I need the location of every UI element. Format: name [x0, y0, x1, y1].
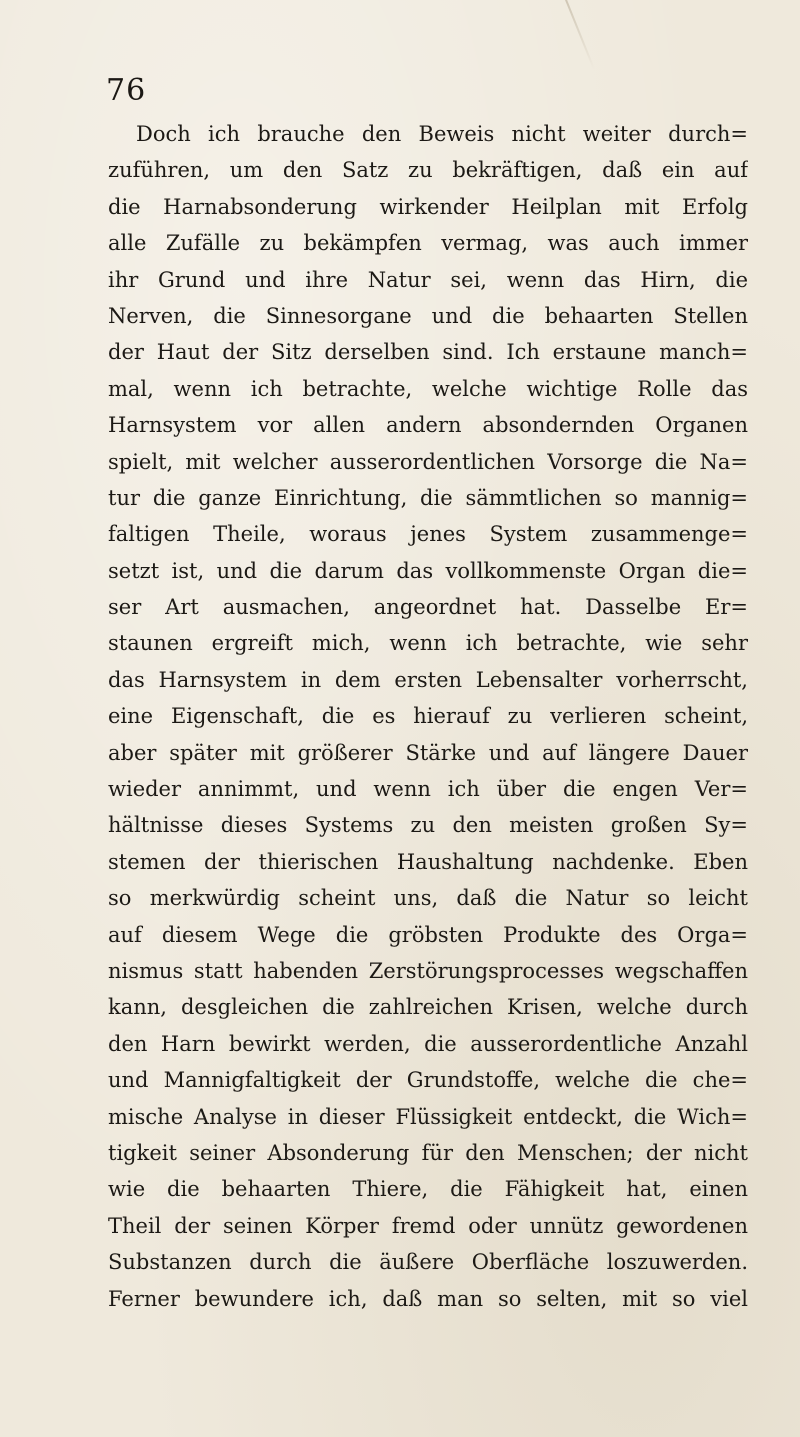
text-line: mal, wenn ich betrachte, welche wichtige Rolle das: [108, 376, 748, 401]
text-line: tigkeit seiner Absonderung für den Menschen; der nicht: [108, 1140, 748, 1165]
text-line: der Haut der Sitz derselben sind. Ich erstaune manch=: [108, 340, 748, 365]
text-line: tur die ganze Einrichtung, die sämmtlichen so mannig=: [108, 485, 748, 510]
text-line: stemen der thierischen Haushaltung nachdenke. Eben: [108, 849, 748, 874]
text-line: mische Analyse in dieser Flüssigkeit entdeckt, die Wich=: [108, 1104, 748, 1129]
text-line: das Harnsystem in dem ersten Lebensalter vorherrscht,: [108, 667, 748, 692]
text-line: alle Zufälle zu bekämpfen vermag, was auch immer: [108, 231, 748, 256]
text-line: und Mannigfaltigkeit der Grundstoffe, welche die che=: [108, 1068, 748, 1093]
text-line: die Harnabsonderung wirkender Heilplan mit Erfolg: [108, 194, 748, 219]
text-line: aber später mit größerer Stärke und auf längere Dauer: [108, 740, 748, 765]
text-line: wieder annimmt, und wenn ich über die engen Ver=: [108, 777, 748, 802]
text-line: faltigen Theile, woraus jenes System zusammenge=: [108, 522, 748, 547]
text-line: eine Eigenschaft, die es hierauf zu verlieren scheint,: [108, 704, 748, 729]
text-line: setzt ist, und die darum das vollkommenste Organ die=: [108, 558, 748, 583]
text-line: kann, desgleichen die zahlreichen Krisen, welche durch: [108, 995, 748, 1020]
text-line: auf diesem Wege die gröbsten Produkte des Orga=: [108, 922, 748, 947]
text-line: Harnsystem vor allen andern absondernden Organen: [108, 413, 748, 438]
text-line: ihr Grund und ihre Natur sei, wenn das Hirn, die: [108, 267, 748, 292]
text-line: wie die behaarten Thiere, die Fähigkeit hat, einen: [108, 1177, 748, 1202]
text-line: hältnisse dieses Systems zu den meisten großen Sy=: [108, 813, 748, 838]
text-line: zuführen, um den Satz zu bekräftigen, daß ein auf: [108, 158, 748, 183]
paper-scratch-mark: [565, 0, 595, 70]
text-line: Nerven, die Sinnesorgane und die behaarten Stellen: [108, 303, 748, 328]
text-line: staunen ergreift mich, wenn ich betrachte, wie sehr: [108, 631, 748, 656]
text-line: Theil der seinen Körper fremd oder unnütz gewordenen: [108, 1213, 748, 1238]
text-line: Ferner bewundere ich, daß man so selten, mit so viel: [108, 1286, 748, 1311]
text-line: ser Art ausmachen, angeordnet hat. Dasselbe Er=: [108, 595, 748, 620]
page-number: 76: [106, 73, 147, 108]
text-line: so merkwürdig scheint uns, daß die Natur so leicht: [108, 886, 748, 911]
text-line: Doch ich brauche den Beweis nicht weiter durch=: [136, 122, 748, 146]
text-line: Substanzen durch die äußere Oberfläche loszuwerden.: [108, 1250, 748, 1275]
text-line: den Harn bewirkt werden, die ausserordentliche Anzahl: [108, 1031, 748, 1056]
body-text: [108, 116, 748, 1317]
text-line: spielt, mit welcher ausserordentlichen Vorsorge die Na=: [108, 449, 748, 474]
text-line: nismus statt habenden Zerstörungsprocesses wegschaffen: [108, 958, 748, 983]
